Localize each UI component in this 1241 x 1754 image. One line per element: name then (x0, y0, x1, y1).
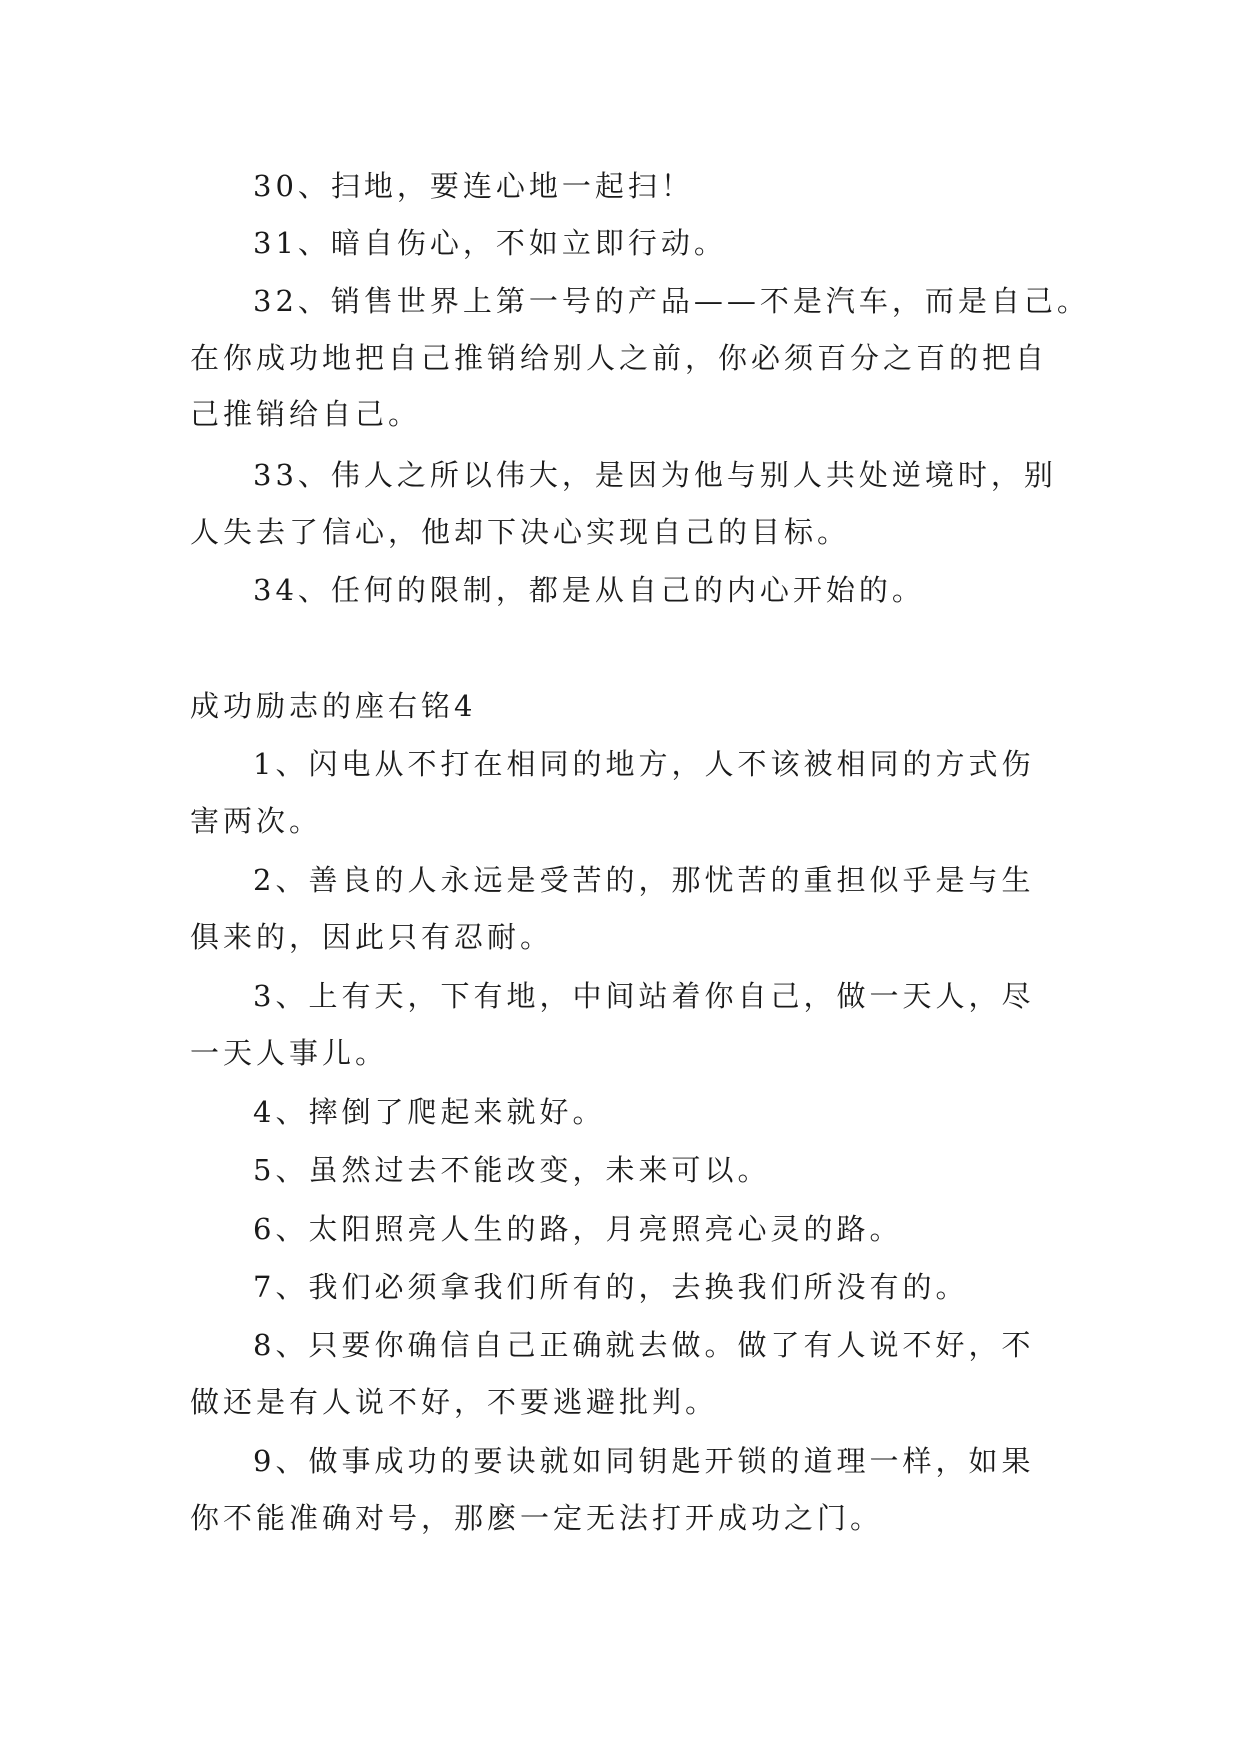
item-8-line-2: 做还是有人说不好，不要逃避批判。 (190, 1385, 719, 1419)
section-heading: 成功励志的座右铭4 (190, 689, 477, 723)
item-7: 7、我们必须拿我们所有的，去换我们所没有的。 (253, 1270, 969, 1304)
item-33-line-1: 33、伟人之所以伟大，是因为他与别人共处逆境时，别 (253, 458, 1057, 492)
item-8-line-1: 8、只要你确信自己正确就去做。做了有人说不好，不 (253, 1328, 1035, 1362)
item-6: 6、太阳照亮人生的路，月亮照亮心灵的路。 (253, 1212, 903, 1246)
item-9-line-2: 你不能准确对号，那麽一定无法打开成功之门。 (190, 1501, 884, 1535)
item-33-line-2: 人失去了信心，他却下决心实现自己的目标。 (190, 515, 851, 549)
item-32-line-2: 在你成功地把自己推销给别人之前，你必须百分之百的把自 (190, 341, 1049, 375)
item-9-line-1: 9、做事成功的要诀就如同钥匙开锁的道理一样，如果 (253, 1444, 1035, 1478)
item-32-line-1: 32、销售世界上第一号的产品——不是汽车，而是自己。 (253, 284, 1090, 318)
item-2-line-2: 俱来的，因此只有忍耐。 (190, 920, 554, 954)
item-3-line-1: 3、上有天，下有地，中间站着你自己，做一天人，尽 (253, 979, 1035, 1013)
item-30: 30、扫地，要连心地一起扫！ (253, 169, 694, 203)
item-5: 5、虽然过去不能改变，未来可以。 (253, 1153, 771, 1187)
item-4: 4、摔倒了爬起来就好。 (253, 1095, 606, 1129)
item-3-line-2: 一天人事儿。 (190, 1036, 389, 1070)
item-1-line-1: 1、闪电从不打在相同的地方，人不该被相同的方式伤 (253, 747, 1035, 781)
item-31: 31、暗自伤心，不如立即行动。 (253, 226, 727, 260)
item-1-line-2: 害两次。 (190, 804, 323, 838)
item-32-line-3: 己推销给自己。 (190, 397, 422, 431)
item-2-line-1: 2、善良的人永远是受苦的，那忧苦的重担似乎是与生 (253, 863, 1035, 897)
item-34: 34、任何的限制，都是从自己的内心开始的。 (253, 573, 925, 607)
